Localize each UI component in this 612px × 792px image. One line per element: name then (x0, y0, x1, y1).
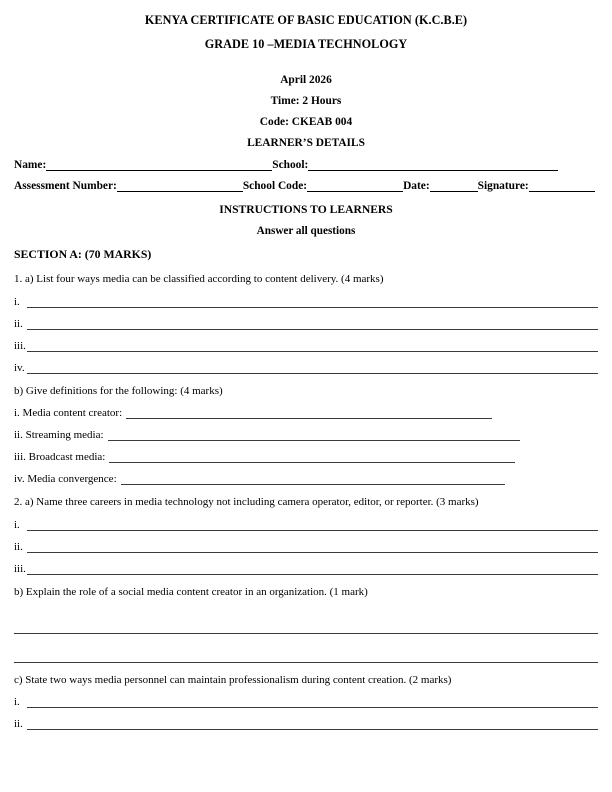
numeral-ii: ii. (14, 317, 23, 330)
numeral-i: i. (14, 295, 20, 308)
exam-duration: Time: 2 Hours (270, 95, 342, 107)
question-2c-answer-ii[interactable] (14, 718, 598, 730)
date-input[interactable] (430, 180, 478, 192)
date-label: Date: (403, 180, 430, 192)
question-1a-text: 1. a) List four ways media can be classified according to content delivery. (4 marks) (14, 273, 384, 285)
name-label: Name: (14, 159, 47, 171)
definition-rule[interactable] (108, 430, 520, 441)
question-1a-answer-iv[interactable] (14, 362, 598, 374)
numeral-iii: iii. (14, 562, 26, 575)
question-1b-definition-iv[interactable] (14, 473, 598, 485)
question-2a-answer-ii[interactable] (14, 541, 598, 553)
question-1a-answer-iii[interactable] (14, 340, 598, 352)
learner-details-heading: LEARNER’S DETAILS (247, 137, 365, 149)
question-2c-text: c) State two ways media personnel can maintain professionalism during content creation. (2 marks) (14, 673, 452, 686)
question-1b-definition-i[interactable] (14, 407, 598, 419)
definition-rule[interactable] (121, 474, 505, 485)
definition-label-iii: iii. Broadcast media: (14, 451, 106, 464)
answer-rule[interactable] (27, 297, 598, 308)
question-1b-definition-ii[interactable] (14, 429, 598, 441)
signature-input[interactable] (529, 180, 595, 192)
assessment-number-label: Assessment Number: (14, 180, 117, 192)
learner-name-row (14, 159, 598, 171)
question-2c-answer-i[interactable] (14, 696, 598, 708)
answer-rule[interactable] (27, 341, 598, 352)
definition-label-i: i. Media content creator: (14, 407, 123, 420)
answer-rule[interactable] (27, 363, 598, 374)
assessment-number-input[interactable] (117, 180, 243, 192)
exam-title-primary: KENYA CERTIFICATE OF BASIC EDUCATION (K.C.B.E) (144, 13, 468, 27)
section-a-heading: SECTION A: (70 MARKS) (14, 247, 152, 261)
numeral-iv: iv. (14, 361, 25, 374)
definition-label-iv: iv. Media convergence: (14, 473, 117, 486)
answer-rule[interactable] (27, 520, 598, 531)
question-2a-answer-i[interactable] (14, 519, 598, 531)
question-1a-answer-i[interactable] (14, 296, 598, 308)
question-1b-definition-iii[interactable] (14, 451, 598, 463)
answer-rule[interactable] (27, 697, 598, 708)
numeral-i: i. (14, 696, 20, 709)
exam-code: Code: CKEAB 004 (259, 116, 353, 128)
numeral-ii: ii. (14, 718, 23, 731)
answer-rule[interactable] (27, 319, 598, 330)
numeral-iii: iii. (14, 339, 26, 352)
exam-title-subject: GRADE 10 –MEDIA TECHNOLOGY (204, 37, 408, 51)
instructions-text: Answer all questions (256, 225, 356, 237)
answer-rule[interactable] (27, 564, 598, 575)
signature-label: Signature: (477, 180, 529, 192)
assessment-details-row (14, 180, 598, 192)
question-2b-answer-line-2[interactable] (14, 652, 598, 663)
question-1a-answer-ii[interactable] (14, 318, 598, 330)
school-code-input[interactable] (307, 180, 403, 192)
question-2b-answer-line-1[interactable] (14, 623, 598, 634)
question-2b-text: b) Explain the role of a social media content creator in an organization. (1 mark) (14, 585, 368, 598)
numeral-i: i. (14, 518, 20, 531)
definition-label-ii: ii. Streaming media: (14, 429, 104, 442)
exam-date: April 2026 (280, 74, 332, 86)
numeral-ii: ii. (14, 540, 23, 553)
question-2a-answer-iii[interactable] (14, 563, 598, 575)
question-2a-text: 2. a) Name three careers in media technology not including camera operator, editor, or reporter. (3 marks) (14, 496, 479, 509)
school-label: School: (272, 159, 309, 171)
answer-rule[interactable] (27, 542, 598, 553)
question-1b-text: b) Give definitions for the following: (4 marks) (14, 384, 223, 397)
school-code-label: School Code: (242, 180, 308, 192)
name-input[interactable] (46, 159, 272, 171)
definition-rule[interactable] (109, 452, 515, 463)
answer-rule[interactable] (27, 719, 598, 730)
school-input[interactable] (308, 159, 558, 171)
instructions-heading: INSTRUCTIONS TO LEARNERS (219, 203, 393, 216)
definition-rule[interactable] (126, 408, 492, 419)
